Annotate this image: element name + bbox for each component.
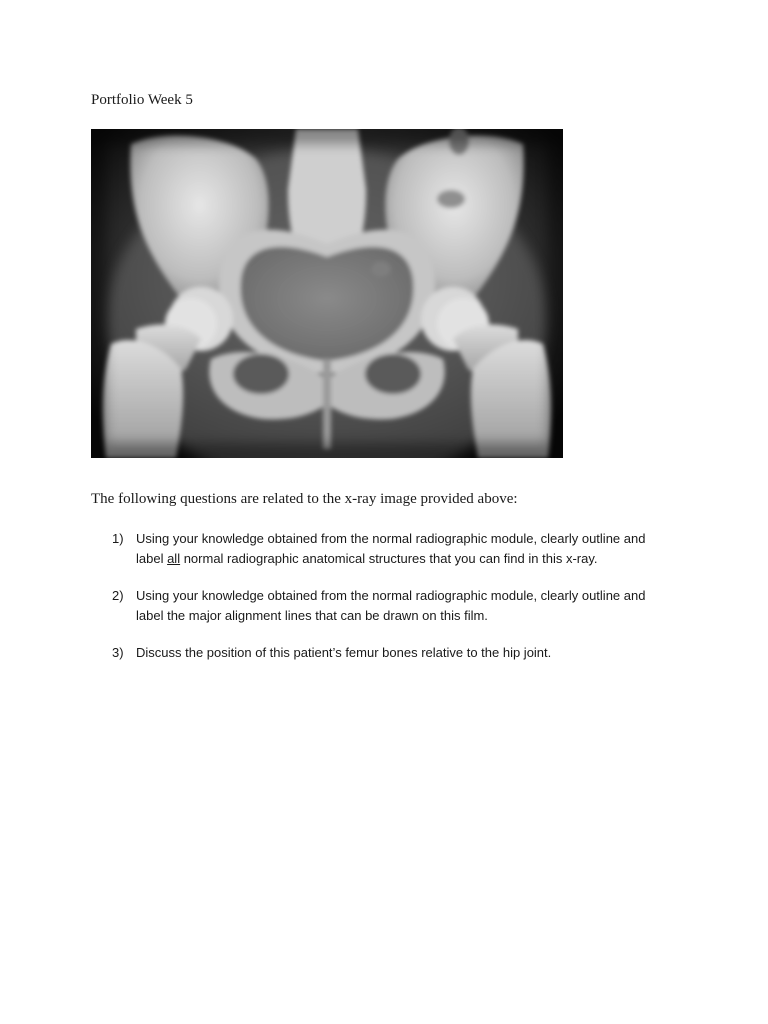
pelvis-xray-image [91,129,563,458]
question-number: 2) [112,588,124,603]
question-item [112,529,672,569]
questions-intro: The following questions are related to the x-ray image provided above: [91,491,518,507]
question-text [136,529,672,569]
question-list [112,529,672,663]
page-title: Portfolio Week 5 [91,92,193,108]
emphasized-word: all [167,551,181,566]
question-text: Using your knowledge obtained from the normal radiographic module, clearly outline and label the major alignment lines that can be drawn on this film. [136,588,646,623]
pelvis-xray-graphic [91,129,563,458]
question-number: 1) [112,531,124,546]
question-text: Discuss the position of this patient’s femur bones relative to the hip joint. [136,645,552,660]
question-item [112,586,672,626]
question-text-part: Using your knowledge obtained from the normal radiographic module, clearly outline and label [136,531,646,566]
question-number: 3) [112,645,124,660]
question-item [112,643,672,663]
question-text-part: normal radiographic anatomical structures that you can find in this x-ray. [180,551,598,566]
